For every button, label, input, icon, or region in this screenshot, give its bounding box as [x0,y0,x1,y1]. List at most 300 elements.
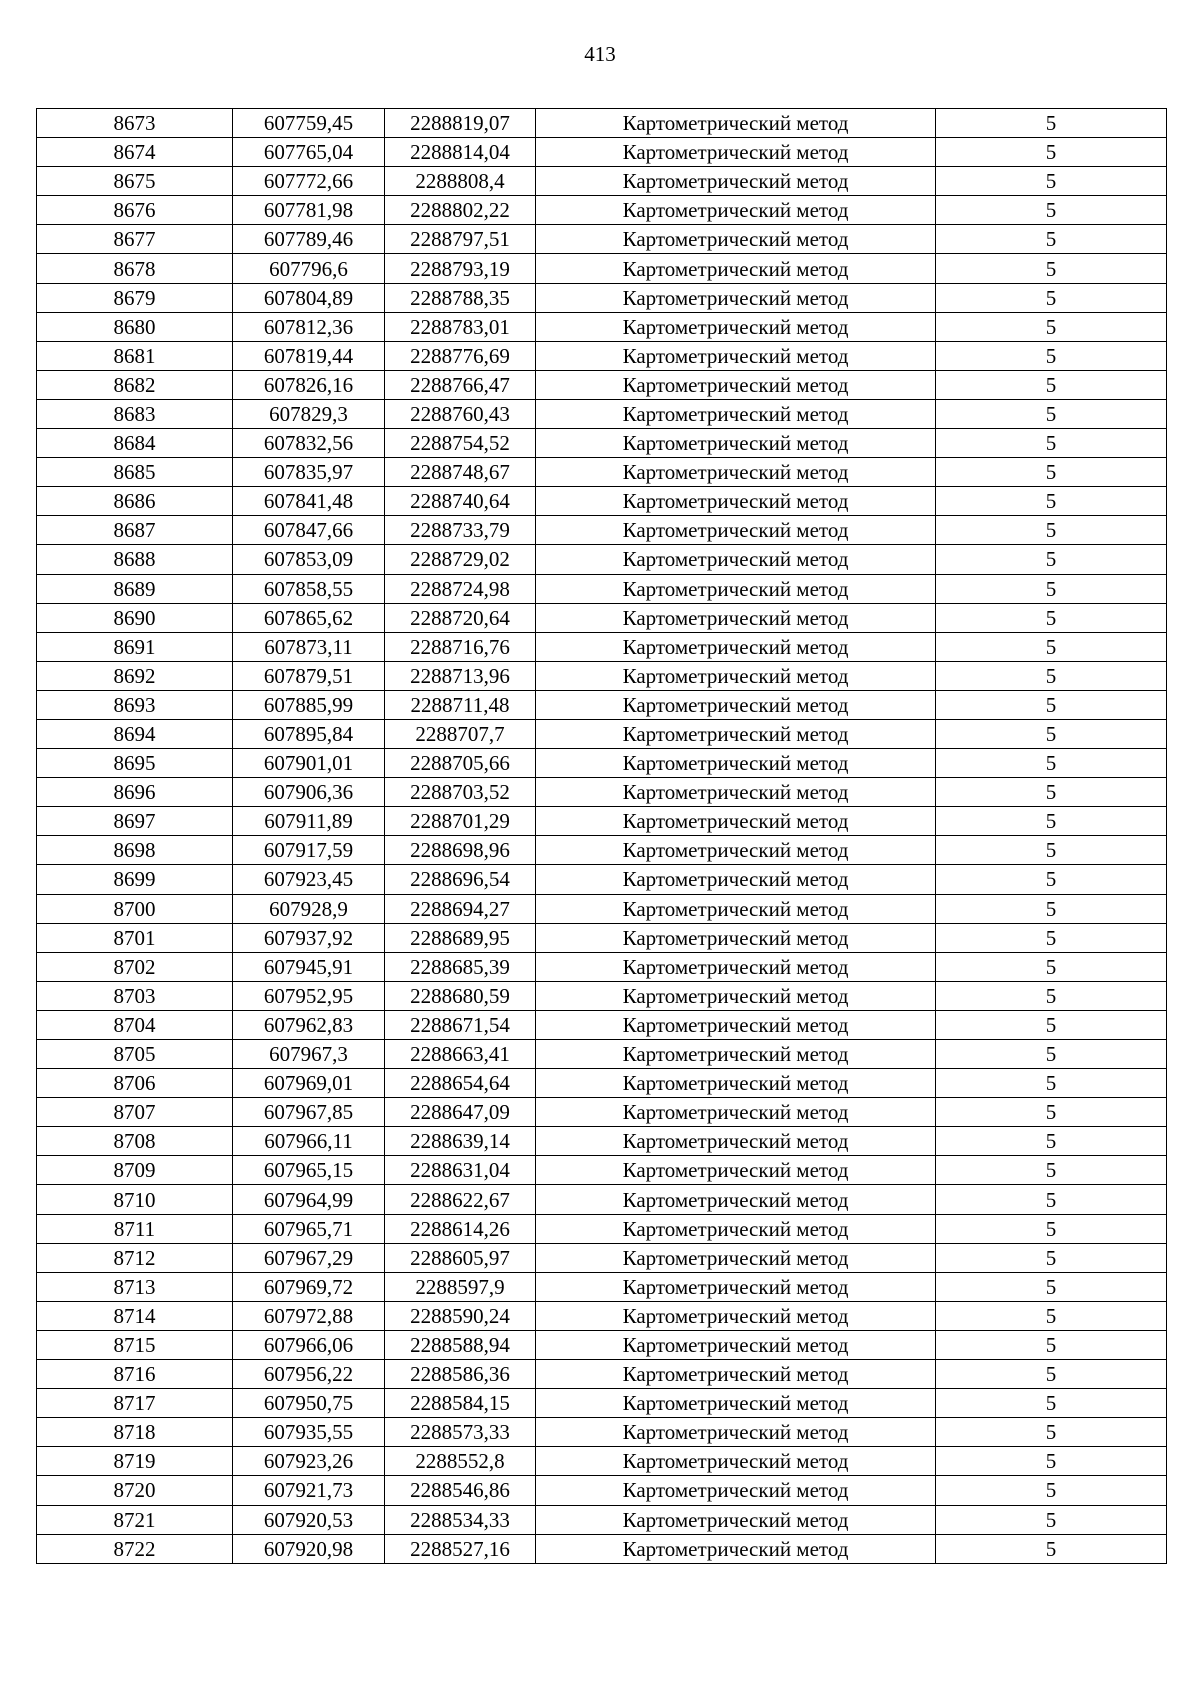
accuracy-cell: 5 [936,603,1167,632]
accuracy-cell: 5 [936,1360,1167,1389]
method-cell: Картометрический метод [536,138,936,167]
x-coordinate-cell: 607920,53 [233,1505,385,1534]
accuracy-cell: 5 [936,167,1167,196]
accuracy-cell: 5 [936,894,1167,923]
method-cell: Картометрический метод [536,632,936,661]
point-number-cell: 8695 [37,749,233,778]
method-cell: Картометрический метод [536,1040,936,1069]
table-row [37,807,1167,836]
accuracy-cell: 5 [936,1476,1167,1505]
method-cell: Картометрический метод [536,196,936,225]
method-cell: Картометрический метод [536,1389,936,1418]
y-coordinate-cell: 2288622,67 [385,1185,536,1214]
x-coordinate-cell: 607923,45 [233,865,385,894]
table-row [37,603,1167,632]
method-cell: Картометрический метод [536,516,936,545]
table-row [37,1214,1167,1243]
y-coordinate-cell: 2288552,8 [385,1447,536,1476]
y-coordinate-cell: 2288783,01 [385,312,536,341]
method-cell: Картометрический метод [536,1243,936,1272]
point-number-cell: 8698 [37,836,233,865]
point-number-cell: 8674 [37,138,233,167]
x-coordinate-cell: 607858,55 [233,574,385,603]
x-coordinate-cell: 607964,99 [233,1185,385,1214]
accuracy-cell: 5 [936,661,1167,690]
point-number-cell: 8706 [37,1069,233,1098]
x-coordinate-cell: 607832,56 [233,429,385,458]
point-number-cell: 8714 [37,1301,233,1330]
x-coordinate-cell: 607781,98 [233,196,385,225]
accuracy-cell: 5 [936,196,1167,225]
y-coordinate-cell: 2288766,47 [385,370,536,399]
method-cell: Картометрический метод [536,1069,936,1098]
accuracy-cell: 5 [936,138,1167,167]
x-coordinate-cell: 607967,85 [233,1098,385,1127]
y-coordinate-cell: 2288760,43 [385,399,536,428]
method-cell: Картометрический метод [536,370,936,399]
accuracy-cell: 5 [936,545,1167,574]
point-number-cell: 8678 [37,254,233,283]
method-cell: Картометрический метод [536,487,936,516]
x-coordinate-cell: 607873,11 [233,632,385,661]
accuracy-cell: 5 [936,429,1167,458]
y-coordinate-cell: 2288703,52 [385,778,536,807]
method-cell: Картометрический метод [536,225,936,254]
x-coordinate-cell: 607945,91 [233,952,385,981]
table-row [37,1418,1167,1447]
point-number-cell: 8701 [37,923,233,952]
point-number-cell: 8699 [37,865,233,894]
accuracy-cell: 5 [936,1272,1167,1301]
table-row [37,225,1167,254]
point-number-cell: 8690 [37,603,233,632]
x-coordinate-cell: 607965,15 [233,1156,385,1185]
point-number-cell: 8687 [37,516,233,545]
accuracy-cell: 5 [936,1040,1167,1069]
x-coordinate-cell: 607847,66 [233,516,385,545]
accuracy-cell: 5 [936,1301,1167,1330]
x-coordinate-cell: 607966,06 [233,1330,385,1359]
accuracy-cell: 5 [936,1185,1167,1214]
point-number-cell: 8700 [37,894,233,923]
y-coordinate-cell: 2288696,54 [385,865,536,894]
x-coordinate-cell: 607965,71 [233,1214,385,1243]
method-cell: Картометрический метод [536,894,936,923]
table-row [37,1272,1167,1301]
x-coordinate-cell: 607950,75 [233,1389,385,1418]
point-number-cell: 8720 [37,1476,233,1505]
table-row [37,1534,1167,1563]
point-number-cell: 8712 [37,1243,233,1272]
table-row [37,458,1167,487]
accuracy-cell: 5 [936,1534,1167,1563]
method-cell: Картометрический метод [536,429,936,458]
table-row [37,1301,1167,1330]
method-cell: Картометрический метод [536,1156,936,1185]
accuracy-cell: 5 [936,719,1167,748]
table-row [37,719,1167,748]
method-cell: Картометрический метод [536,1272,936,1301]
table-row [37,516,1167,545]
x-coordinate-cell: 607759,45 [233,109,385,138]
x-coordinate-cell: 607765,04 [233,138,385,167]
x-coordinate-cell: 607967,29 [233,1243,385,1272]
x-coordinate-cell: 607962,83 [233,1010,385,1039]
y-coordinate-cell: 2288605,97 [385,1243,536,1272]
method-cell: Картометрический метод [536,341,936,370]
y-coordinate-cell: 2288534,33 [385,1505,536,1534]
y-coordinate-cell: 2288584,15 [385,1389,536,1418]
accuracy-cell: 5 [936,981,1167,1010]
method-cell: Картометрический метод [536,1098,936,1127]
method-cell: Картометрический метод [536,603,936,632]
y-coordinate-cell: 2288694,27 [385,894,536,923]
y-coordinate-cell: 2288707,7 [385,719,536,748]
point-number-cell: 8684 [37,429,233,458]
table-row [37,574,1167,603]
method-cell: Картометрический метод [536,1010,936,1039]
table-row [37,1185,1167,1214]
y-coordinate-cell: 2288720,64 [385,603,536,632]
point-number-cell: 8708 [37,1127,233,1156]
y-coordinate-cell: 2288546,86 [385,1476,536,1505]
method-cell: Картометрический метод [536,807,936,836]
method-cell: Картометрический метод [536,167,936,196]
method-cell: Картометрический метод [536,312,936,341]
accuracy-cell: 5 [936,865,1167,894]
x-coordinate-cell: 607829,3 [233,399,385,428]
method-cell: Картометрический метод [536,283,936,312]
accuracy-cell: 5 [936,225,1167,254]
y-coordinate-cell: 2288754,52 [385,429,536,458]
point-number-cell: 8707 [37,1098,233,1127]
table-row [37,429,1167,458]
table-row [37,865,1167,894]
x-coordinate-cell: 607812,36 [233,312,385,341]
point-number-cell: 8682 [37,370,233,399]
x-coordinate-cell: 607901,01 [233,749,385,778]
point-number-cell: 8721 [37,1505,233,1534]
y-coordinate-cell: 2288597,9 [385,1272,536,1301]
accuracy-cell: 5 [936,1505,1167,1534]
x-coordinate-cell: 607917,59 [233,836,385,865]
y-coordinate-cell: 2288663,41 [385,1040,536,1069]
accuracy-cell: 5 [936,399,1167,428]
method-cell: Картометрический метод [536,749,936,778]
point-number-cell: 8673 [37,109,233,138]
x-coordinate-cell: 607920,98 [233,1534,385,1563]
x-coordinate-cell: 607853,09 [233,545,385,574]
accuracy-cell: 5 [936,1098,1167,1127]
method-cell: Картометрический метод [536,778,936,807]
y-coordinate-cell: 2288588,94 [385,1330,536,1359]
method-cell: Картометрический метод [536,981,936,1010]
accuracy-cell: 5 [936,458,1167,487]
x-coordinate-cell: 607772,66 [233,167,385,196]
y-coordinate-cell: 2288748,67 [385,458,536,487]
point-number-cell: 8716 [37,1360,233,1389]
x-coordinate-cell: 607895,84 [233,719,385,748]
x-coordinate-cell: 607928,9 [233,894,385,923]
point-number-cell: 8710 [37,1185,233,1214]
accuracy-cell: 5 [936,1214,1167,1243]
table-row [37,981,1167,1010]
point-number-cell: 8696 [37,778,233,807]
table-row [37,1447,1167,1476]
table-row [37,370,1167,399]
method-cell: Картометрический метод [536,545,936,574]
table-row [37,1505,1167,1534]
method-cell: Картометрический метод [536,1418,936,1447]
y-coordinate-cell: 2288685,39 [385,952,536,981]
x-coordinate-cell: 607969,01 [233,1069,385,1098]
point-number-cell: 8702 [37,952,233,981]
method-cell: Картометрический метод [536,865,936,894]
table-row [37,661,1167,690]
x-coordinate-cell: 607796,6 [233,254,385,283]
table-row [37,1330,1167,1359]
table-row [37,952,1167,981]
x-coordinate-cell: 607865,62 [233,603,385,632]
point-number-cell: 8689 [37,574,233,603]
y-coordinate-cell: 2288814,04 [385,138,536,167]
accuracy-cell: 5 [936,487,1167,516]
table-row [37,399,1167,428]
y-coordinate-cell: 2288802,22 [385,196,536,225]
accuracy-cell: 5 [936,1330,1167,1359]
method-cell: Картометрический метод [536,1301,936,1330]
point-number-cell: 8681 [37,341,233,370]
accuracy-cell: 5 [936,778,1167,807]
accuracy-cell: 5 [936,690,1167,719]
point-number-cell: 8693 [37,690,233,719]
table-row [37,1156,1167,1185]
accuracy-cell: 5 [936,923,1167,952]
accuracy-cell: 5 [936,283,1167,312]
x-coordinate-cell: 607804,89 [233,283,385,312]
table-row [37,109,1167,138]
table-row [37,196,1167,225]
x-coordinate-cell: 607819,44 [233,341,385,370]
point-number-cell: 8694 [37,719,233,748]
accuracy-cell: 5 [936,341,1167,370]
x-coordinate-cell: 607966,11 [233,1127,385,1156]
method-cell: Картометрический метод [536,1534,936,1563]
table-row [37,167,1167,196]
point-number-cell: 8685 [37,458,233,487]
y-coordinate-cell: 2288590,24 [385,1301,536,1330]
y-coordinate-cell: 2288631,04 [385,1156,536,1185]
y-coordinate-cell: 2288698,96 [385,836,536,865]
point-number-cell: 8717 [37,1389,233,1418]
y-coordinate-cell: 2288740,64 [385,487,536,516]
table-row [37,690,1167,719]
y-coordinate-cell: 2288639,14 [385,1127,536,1156]
method-cell: Картометрический метод [536,1447,936,1476]
x-coordinate-cell: 607885,99 [233,690,385,719]
accuracy-cell: 5 [936,749,1167,778]
x-coordinate-cell: 607969,72 [233,1272,385,1301]
point-number-cell: 8715 [37,1330,233,1359]
x-coordinate-cell: 607967,3 [233,1040,385,1069]
method-cell: Картометрический метод [536,836,936,865]
accuracy-cell: 5 [936,1418,1167,1447]
accuracy-cell: 5 [936,1069,1167,1098]
method-cell: Картометрический метод [536,1185,936,1214]
x-coordinate-cell: 607911,89 [233,807,385,836]
table-row [37,749,1167,778]
accuracy-cell: 5 [936,1156,1167,1185]
y-coordinate-cell: 2288776,69 [385,341,536,370]
y-coordinate-cell: 2288793,19 [385,254,536,283]
point-number-cell: 8704 [37,1010,233,1039]
table-row [37,1069,1167,1098]
y-coordinate-cell: 2288671,54 [385,1010,536,1039]
point-number-cell: 8675 [37,167,233,196]
method-cell: Картометрический метод [536,1330,936,1359]
point-number-cell: 8686 [37,487,233,516]
method-cell: Картометрический метод [536,719,936,748]
point-number-cell: 8692 [37,661,233,690]
accuracy-cell: 5 [936,312,1167,341]
table-row [37,283,1167,312]
y-coordinate-cell: 2288788,35 [385,283,536,312]
accuracy-cell: 5 [936,1243,1167,1272]
x-coordinate-cell: 607879,51 [233,661,385,690]
point-number-cell: 8677 [37,225,233,254]
accuracy-cell: 5 [936,370,1167,399]
x-coordinate-cell: 607972,88 [233,1301,385,1330]
accuracy-cell: 5 [936,1447,1167,1476]
y-coordinate-cell: 2288654,64 [385,1069,536,1098]
y-coordinate-cell: 2288724,98 [385,574,536,603]
point-number-cell: 8705 [37,1040,233,1069]
y-coordinate-cell: 2288797,51 [385,225,536,254]
table-row [37,312,1167,341]
table-row [37,545,1167,574]
y-coordinate-cell: 2288689,95 [385,923,536,952]
method-cell: Картометрический метод [536,1505,936,1534]
accuracy-cell: 5 [936,1389,1167,1418]
method-cell: Картометрический метод [536,923,936,952]
point-number-cell: 8713 [37,1272,233,1301]
table-row [37,1476,1167,1505]
method-cell: Картометрический метод [536,574,936,603]
method-cell: Картометрический метод [536,690,936,719]
x-coordinate-cell: 607921,73 [233,1476,385,1505]
table-row [37,923,1167,952]
method-cell: Картометрический метод [536,109,936,138]
y-coordinate-cell: 2288614,26 [385,1214,536,1243]
accuracy-cell: 5 [936,516,1167,545]
method-cell: Картометрический метод [536,254,936,283]
method-cell: Картометрический метод [536,458,936,487]
method-cell: Картометрический метод [536,661,936,690]
y-coordinate-cell: 2288716,76 [385,632,536,661]
method-cell: Картометрический метод [536,399,936,428]
y-coordinate-cell: 2288733,79 [385,516,536,545]
table-row [37,341,1167,370]
table-row [37,1389,1167,1418]
method-cell: Картометрический метод [536,1476,936,1505]
table-row [37,1098,1167,1127]
point-number-cell: 8722 [37,1534,233,1563]
table-row [37,138,1167,167]
x-coordinate-cell: 607935,55 [233,1418,385,1447]
accuracy-cell: 5 [936,1127,1167,1156]
x-coordinate-cell: 607841,48 [233,487,385,516]
x-coordinate-cell: 607937,92 [233,923,385,952]
table-row [37,1360,1167,1389]
method-cell: Картометрический метод [536,1127,936,1156]
accuracy-cell: 5 [936,836,1167,865]
x-coordinate-cell: 607826,16 [233,370,385,399]
table-row [37,254,1167,283]
table-row [37,1040,1167,1069]
coordinates-table-body [37,109,1167,1564]
x-coordinate-cell: 607952,95 [233,981,385,1010]
x-coordinate-cell: 607906,36 [233,778,385,807]
table-row [37,632,1167,661]
table-row [37,1243,1167,1272]
point-number-cell: 8691 [37,632,233,661]
y-coordinate-cell: 2288729,02 [385,545,536,574]
table-row [37,487,1167,516]
accuracy-cell: 5 [936,632,1167,661]
point-number-cell: 8711 [37,1214,233,1243]
point-number-cell: 8676 [37,196,233,225]
y-coordinate-cell: 2288573,33 [385,1418,536,1447]
point-number-cell: 8697 [37,807,233,836]
table-row [37,1010,1167,1039]
point-number-cell: 8718 [37,1418,233,1447]
y-coordinate-cell: 2288586,36 [385,1360,536,1389]
x-coordinate-cell: 607789,46 [233,225,385,254]
accuracy-cell: 5 [936,807,1167,836]
y-coordinate-cell: 2288527,16 [385,1534,536,1563]
y-coordinate-cell: 2288711,48 [385,690,536,719]
method-cell: Картометрический метод [536,1360,936,1389]
method-cell: Картометрический метод [536,952,936,981]
x-coordinate-cell: 607923,26 [233,1447,385,1476]
accuracy-cell: 5 [936,1010,1167,1039]
method-cell: Картометрический метод [536,1214,936,1243]
y-coordinate-cell: 2288647,09 [385,1098,536,1127]
y-coordinate-cell: 2288713,96 [385,661,536,690]
table-row [37,836,1167,865]
accuracy-cell: 5 [936,574,1167,603]
table-row [37,1127,1167,1156]
x-coordinate-cell: 607835,97 [233,458,385,487]
y-coordinate-cell: 2288808,4 [385,167,536,196]
coordinates-table [36,108,1167,1564]
point-number-cell: 8703 [37,981,233,1010]
y-coordinate-cell: 2288701,29 [385,807,536,836]
point-number-cell: 8683 [37,399,233,428]
point-number-cell: 8719 [37,1447,233,1476]
page-number: 413 [584,42,616,66]
accuracy-cell: 5 [936,254,1167,283]
point-number-cell: 8679 [37,283,233,312]
table-row [37,894,1167,923]
accuracy-cell: 5 [936,952,1167,981]
point-number-cell: 8709 [37,1156,233,1185]
y-coordinate-cell: 2288680,59 [385,981,536,1010]
accuracy-cell: 5 [936,109,1167,138]
table-row [37,778,1167,807]
point-number-cell: 8680 [37,312,233,341]
y-coordinate-cell: 2288705,66 [385,749,536,778]
